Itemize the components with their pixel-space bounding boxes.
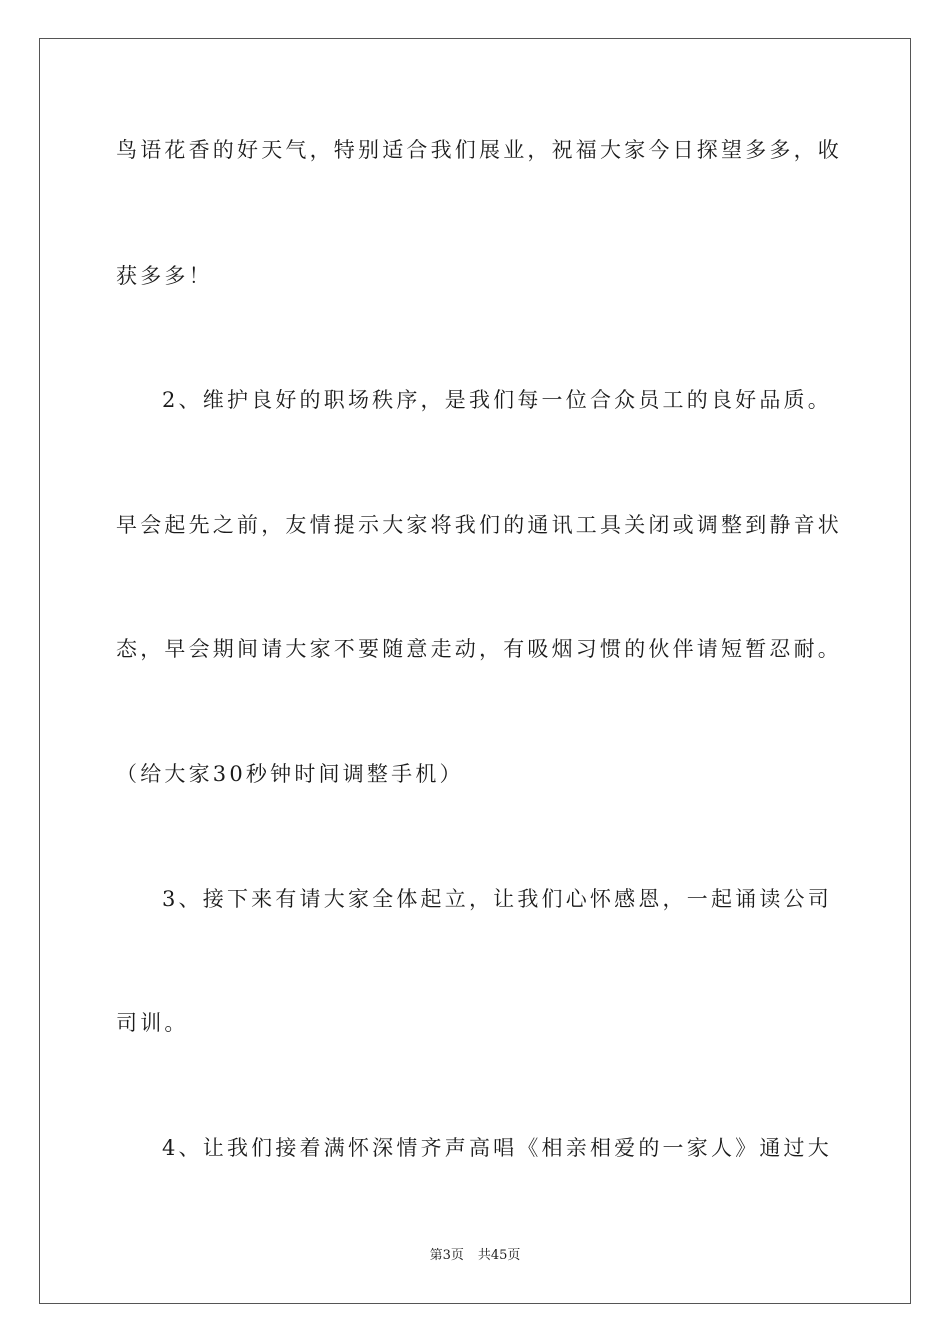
paragraph-line-7: 3、接下来有请大家全体起立，让我们心怀感恩，一起诵读公司 — [162, 887, 832, 911]
paragraph-line-3: 2、维护良好的职场秩序，是我们每一位合众员工的良好品质。 — [162, 388, 832, 412]
page-number: 第3页 — [429, 1248, 464, 1263]
paragraph-line-8: 司训。 — [116, 1011, 189, 1035]
paragraph-line-9: 4、让我们接着满怀深情齐声高唱《相亲相爱的一家人》通过大 — [162, 1136, 832, 1160]
paragraph-line-4: 早会起先之前，友情提示大家将我们的通讯工具关闭或调整到静音状 — [116, 513, 842, 537]
page-border — [39, 38, 911, 1304]
paragraph-line-5: 态，早会期间请大家不要随意走动，有吸烟习惯的伙伴请短暂忍耐。 — [116, 637, 842, 661]
page-footer — [0, 1247, 950, 1265]
page-total: 共45页 — [477, 1248, 521, 1263]
paragraph-line-6: （给大家30秒钟时间调整手机） — [116, 762, 464, 786]
paragraph-line-1: 鸟语花香的好天气，特别适合我们展业，祝福大家今日探望多多，收 — [116, 138, 842, 162]
paragraph-line-2: 获多多！ — [116, 264, 213, 288]
